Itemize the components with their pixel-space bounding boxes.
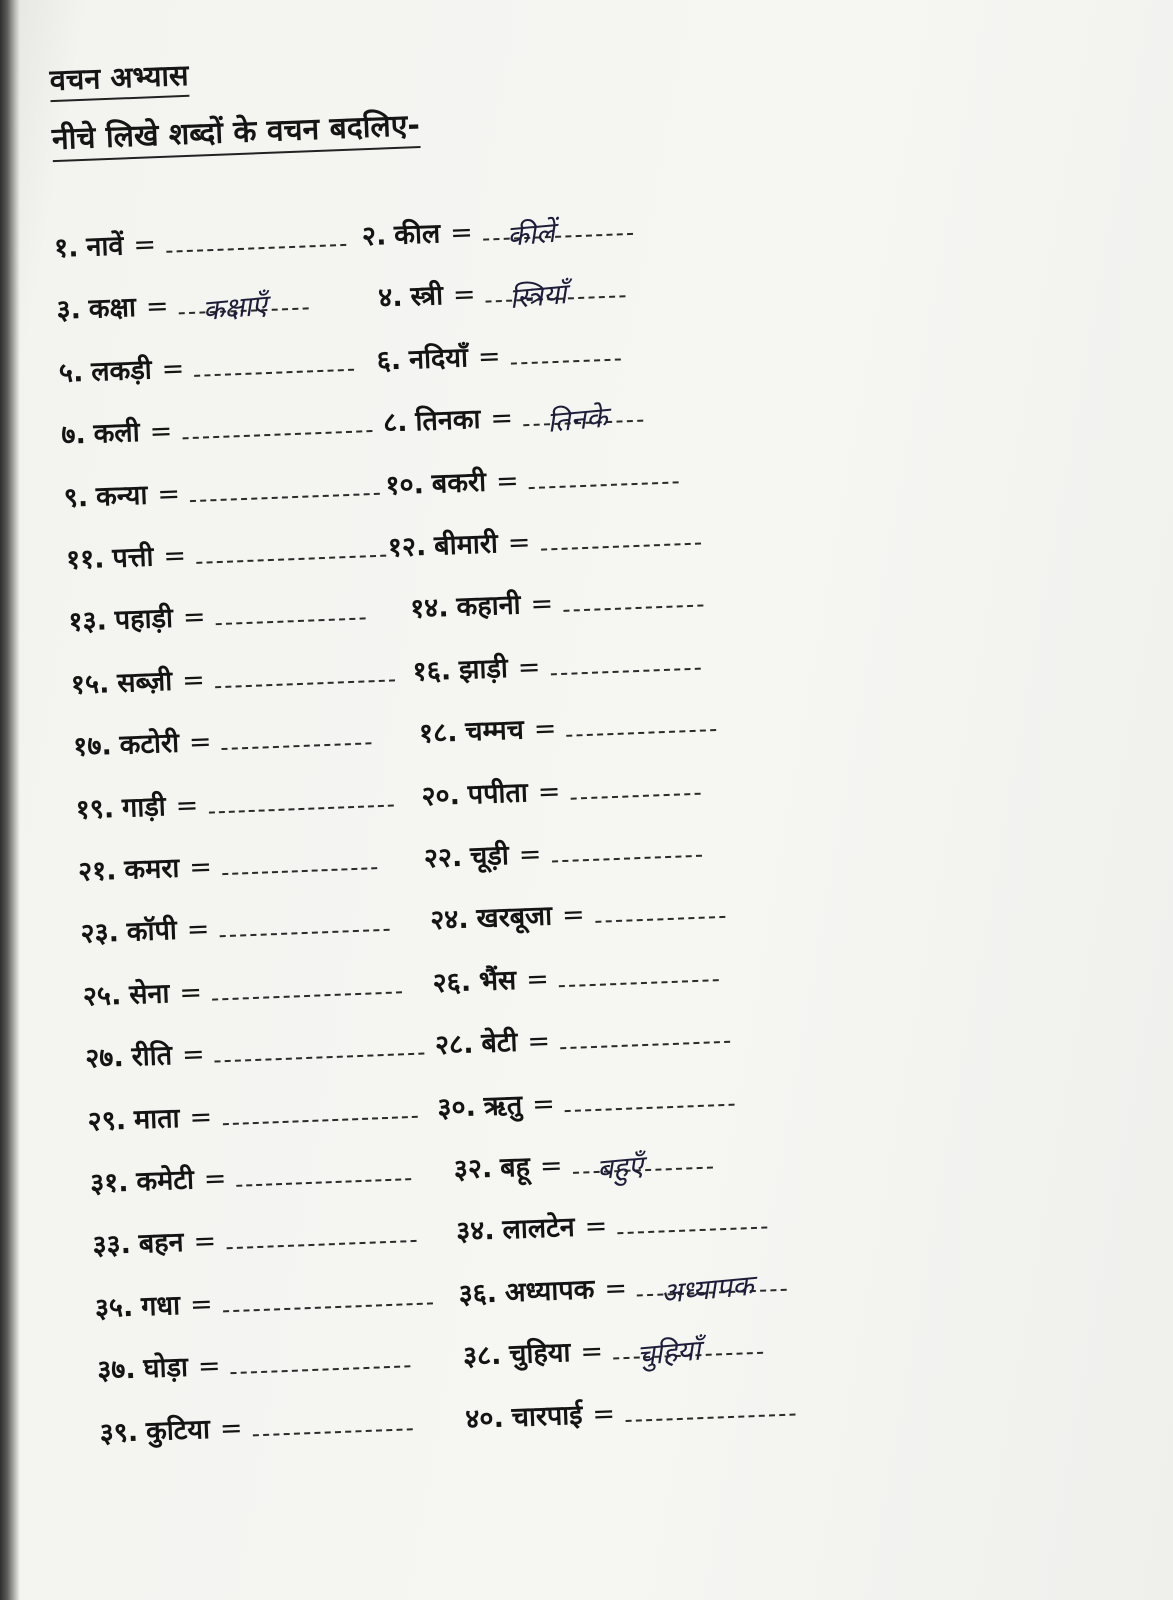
exercise-item-left xyxy=(68,591,366,639)
item-word: कील xyxy=(393,218,441,252)
item-number: १५. xyxy=(70,668,110,701)
item-number: १०. xyxy=(384,468,425,502)
item-word: झाड़ी xyxy=(458,652,509,686)
item-word: नदियाँ xyxy=(408,342,469,376)
item-number: ३३. xyxy=(91,1229,132,1262)
item-number: ३४. xyxy=(455,1215,496,1248)
exercise-item-left xyxy=(75,777,394,826)
item-word: माता xyxy=(133,1102,181,1136)
item-word: कमरा xyxy=(123,852,180,886)
answer-blank[interactable] xyxy=(564,1077,735,1112)
answer-blank[interactable] xyxy=(572,1141,713,1187)
answer-blank[interactable] xyxy=(195,529,386,564)
equals-sign: = xyxy=(178,976,203,1009)
item-word: बहू xyxy=(499,1151,531,1184)
answer-blank[interactable] xyxy=(221,716,372,750)
equals-sign: = xyxy=(192,1226,217,1258)
item-word: लकड़ी xyxy=(90,354,153,388)
item-word: चम्मच xyxy=(464,714,525,748)
item-number: ७. xyxy=(60,419,87,452)
exercise-item-left xyxy=(65,528,386,577)
equals-sign: = xyxy=(537,775,562,808)
equals-sign: = xyxy=(526,1025,551,1058)
item-word: कली xyxy=(93,417,141,450)
item-word: बीमारी xyxy=(433,528,499,562)
equals-sign: = xyxy=(145,291,170,324)
item-word: चूड़ी xyxy=(469,840,510,873)
equals-sign: = xyxy=(561,899,586,932)
handwritten-answer: कीलें xyxy=(505,215,557,253)
item-number: २८. xyxy=(434,1028,474,1062)
answer-blank[interactable] xyxy=(528,455,679,489)
item-number: ५. xyxy=(58,356,84,389)
answer-blank[interactable] xyxy=(194,342,355,376)
exercise-item-left xyxy=(56,281,309,328)
answer-blank[interactable] xyxy=(214,653,395,688)
exercise-item-right xyxy=(462,1325,763,1373)
item-word: घोड़ा xyxy=(143,1351,189,1385)
equals-sign: = xyxy=(132,229,157,262)
exercise-item-left xyxy=(82,964,402,1013)
handwritten-answer: चुहियाँ xyxy=(635,1333,702,1373)
exercise-item-right xyxy=(434,1014,730,1062)
equals-sign: = xyxy=(181,664,206,697)
exercise-item-right xyxy=(418,702,717,750)
item-number: २६. xyxy=(432,966,472,999)
equals-sign: = xyxy=(531,1088,556,1120)
item-number: ३०. xyxy=(436,1091,477,1124)
item-word: सब्ज़ी xyxy=(116,665,173,699)
answer-blank[interactable] xyxy=(551,829,702,863)
handwritten-answer: स्त्रियाँ xyxy=(508,277,569,316)
equals-sign: = xyxy=(452,279,477,312)
item-number: ३१. xyxy=(89,1166,130,1200)
equals-sign: = xyxy=(584,1211,608,1243)
equals-sign: = xyxy=(507,527,531,559)
item-number: ४०. xyxy=(464,1402,505,1435)
item-word: कमेटी xyxy=(135,1164,195,1198)
item-word: चारपाई xyxy=(511,1399,584,1433)
answer-blank[interactable] xyxy=(566,703,717,737)
item-number: १४. xyxy=(409,592,450,626)
answer-blank[interactable] xyxy=(540,517,701,551)
item-word: ऋतु xyxy=(483,1089,523,1122)
item-word: कटोरी xyxy=(119,727,180,762)
item-word: कहानी xyxy=(456,589,522,624)
answer-blank[interactable] xyxy=(522,394,643,440)
item-word: कक्षा xyxy=(88,292,137,326)
equals-sign: = xyxy=(489,402,514,435)
item-word: खरबूजा xyxy=(475,900,553,935)
item-number: १८. xyxy=(418,717,459,750)
answer-blank[interactable] xyxy=(570,766,701,799)
item-number: २४. xyxy=(429,904,470,937)
item-number: ९. xyxy=(63,481,89,514)
answer-blank[interactable] xyxy=(594,890,725,923)
equals-sign: = xyxy=(161,353,185,385)
equals-sign: = xyxy=(175,789,199,822)
item-word: नावें xyxy=(85,230,125,263)
exercise-item-right xyxy=(376,331,621,377)
answer-blank[interactable] xyxy=(612,1326,763,1373)
equals-sign: = xyxy=(591,1398,616,1430)
exercise-item-left xyxy=(58,341,355,389)
equals-sign: = xyxy=(525,963,550,996)
item-number: ३७. xyxy=(96,1354,137,1387)
exercise-item-right xyxy=(378,269,627,315)
item-number: ६. xyxy=(376,344,402,377)
answer-blank[interactable] xyxy=(221,1089,417,1124)
answer-blank[interactable] xyxy=(230,1339,411,1374)
item-word: बहन xyxy=(138,1227,185,1260)
item-number: १६. xyxy=(412,654,452,688)
item-number: २३. xyxy=(79,917,120,950)
item-word: कुटिया xyxy=(145,1413,211,1448)
item-word: कन्या xyxy=(95,479,148,513)
answer-blank[interactable] xyxy=(482,207,633,253)
equals-sign: = xyxy=(579,1336,604,1368)
equals-sign: = xyxy=(495,465,520,497)
equals-sign: = xyxy=(517,651,542,684)
item-word: रीति xyxy=(131,1040,173,1073)
exercise-item-left xyxy=(87,1088,418,1138)
item-word: गाड़ी xyxy=(121,790,167,824)
equals-sign: = xyxy=(149,415,173,448)
exercise-item-right xyxy=(432,952,719,1000)
exercise-item-left xyxy=(53,217,346,265)
exercise-item-left xyxy=(61,403,373,452)
item-word: बकरी xyxy=(431,466,487,500)
item-number: २१. xyxy=(77,855,118,888)
answer-blank[interactable] xyxy=(485,270,626,316)
item-number: ३६. xyxy=(458,1277,498,1311)
equals-sign: = xyxy=(162,540,187,573)
equals-sign: = xyxy=(189,1288,214,1321)
item-number: ४. xyxy=(377,282,404,315)
exercise-item-right xyxy=(410,578,704,626)
answer-blank[interactable] xyxy=(189,466,380,501)
item-number: ३२. xyxy=(453,1152,493,1186)
item-word: सेना xyxy=(128,978,171,1011)
answer-blank[interactable] xyxy=(236,1152,412,1187)
answer-blank[interactable] xyxy=(219,903,390,938)
exercise-item-right xyxy=(423,828,702,876)
item-number: ३९. xyxy=(99,1416,139,1449)
exercise-item-left xyxy=(89,1151,412,1200)
item-number: ३८. xyxy=(462,1339,502,1373)
answer-blank[interactable] xyxy=(550,641,701,675)
exercise-item-left xyxy=(99,1401,413,1450)
exercise-item-right xyxy=(387,516,701,565)
answer-blank[interactable] xyxy=(558,953,719,987)
answer-blank[interactable] xyxy=(636,1263,787,1310)
equals-sign: = xyxy=(603,1272,628,1305)
answer-blank[interactable] xyxy=(225,1214,416,1249)
item-number: ३५. xyxy=(94,1291,134,1325)
answer-blank[interactable] xyxy=(165,218,346,253)
equals-sign: = xyxy=(188,1101,213,1134)
answer-blank[interactable] xyxy=(624,1387,795,1422)
exercise-item-right xyxy=(385,454,679,502)
answer-blank[interactable] xyxy=(510,332,621,364)
item-number: १. xyxy=(53,232,80,265)
equals-sign: = xyxy=(518,838,542,871)
item-number: २२. xyxy=(423,841,463,875)
item-word: अध्यापक xyxy=(504,1273,595,1309)
handwritten-answer: अध्यापक xyxy=(659,1268,756,1310)
answer-blank[interactable] xyxy=(222,1276,433,1312)
handwritten-answer: कक्षाएँ xyxy=(201,288,269,328)
item-word: भैंस xyxy=(478,964,517,998)
exercise-item-right xyxy=(453,1140,713,1187)
exercise-item-right xyxy=(455,1200,767,1249)
answer-blank[interactable] xyxy=(617,1201,768,1235)
item-word: स्त्री xyxy=(410,280,444,313)
equals-sign: = xyxy=(477,340,502,373)
item-number: १२. xyxy=(387,531,427,564)
exercise-item-right xyxy=(361,206,633,253)
answer-blank[interactable] xyxy=(208,778,394,813)
exercise-item-left xyxy=(94,1275,433,1325)
item-word: बेटी xyxy=(480,1027,518,1060)
equals-sign: = xyxy=(539,1150,564,1183)
equals-sign: = xyxy=(156,478,181,510)
equals-sign: = xyxy=(182,601,207,634)
item-number: ८. xyxy=(382,406,409,439)
equals-sign: = xyxy=(188,851,213,884)
worksheet-instruction: नीचे लिखे शब्दों के वचन बदलिए- xyxy=(51,103,421,162)
item-number: १९. xyxy=(75,792,115,826)
answer-blank[interactable] xyxy=(182,404,373,439)
item-number: २०. xyxy=(420,779,461,812)
equals-sign: = xyxy=(197,1350,222,1383)
item-word: कॉपी xyxy=(126,915,178,949)
answer-blank[interactable] xyxy=(252,1402,413,1436)
equals-sign: = xyxy=(181,1039,206,1071)
equals-sign: = xyxy=(533,713,558,746)
item-number: ११. xyxy=(65,543,106,576)
exercise-item-left xyxy=(80,902,390,951)
answer-blank[interactable] xyxy=(215,592,366,626)
exercise-item-right xyxy=(382,393,643,440)
answer-blank[interactable] xyxy=(211,965,402,1000)
equals-sign: = xyxy=(219,1412,244,1445)
item-word: गधा xyxy=(140,1289,181,1323)
item-number: २५. xyxy=(82,979,122,1013)
equals-sign: = xyxy=(530,588,554,621)
answer-blank[interactable] xyxy=(214,1027,425,1063)
exercise-item-right xyxy=(458,1262,788,1312)
exercise-item-left xyxy=(77,840,377,888)
item-number: २९. xyxy=(87,1104,127,1138)
equals-sign: = xyxy=(203,1163,228,1196)
exercise-item-right xyxy=(465,1386,796,1436)
item-word: पपीता xyxy=(467,776,529,811)
item-word: पहाड़ी xyxy=(114,603,174,637)
worksheet-title: वचन अभ्यास xyxy=(49,55,189,102)
item-number: २. xyxy=(361,220,387,253)
equals-sign: = xyxy=(449,217,474,249)
exercise-item-right xyxy=(412,640,701,688)
item-word: पत्ती xyxy=(111,541,155,575)
exercise-item-left xyxy=(97,1338,412,1387)
answer-blank[interactable] xyxy=(178,282,309,328)
item-number: १७. xyxy=(72,730,113,763)
item-number: ३. xyxy=(55,294,82,327)
exercise-item-right xyxy=(437,1076,736,1124)
handwritten-answer: तिनके xyxy=(545,400,609,440)
item-word: चुहिया xyxy=(508,1337,572,1371)
exercise-item-left xyxy=(92,1213,417,1262)
item-number: २७. xyxy=(84,1042,125,1075)
exercise-item-left xyxy=(63,465,380,514)
exercise-item-right xyxy=(421,765,701,813)
answer-blank[interactable] xyxy=(559,1015,730,1050)
equals-sign: = xyxy=(186,914,211,946)
answer-blank[interactable] xyxy=(221,841,377,875)
exercise-item-left xyxy=(73,715,373,763)
exercise-item-right xyxy=(429,889,725,937)
exercise-item-left xyxy=(70,652,395,701)
answer-blank[interactable] xyxy=(562,579,703,612)
item-word: तिनका xyxy=(414,404,482,438)
handwritten-answer: बहुएँ xyxy=(595,1149,645,1187)
exercise-item-left xyxy=(85,1026,426,1076)
item-number: १३. xyxy=(67,605,108,639)
item-word: लालटेन xyxy=(501,1212,576,1247)
equals-sign: = xyxy=(188,726,213,759)
